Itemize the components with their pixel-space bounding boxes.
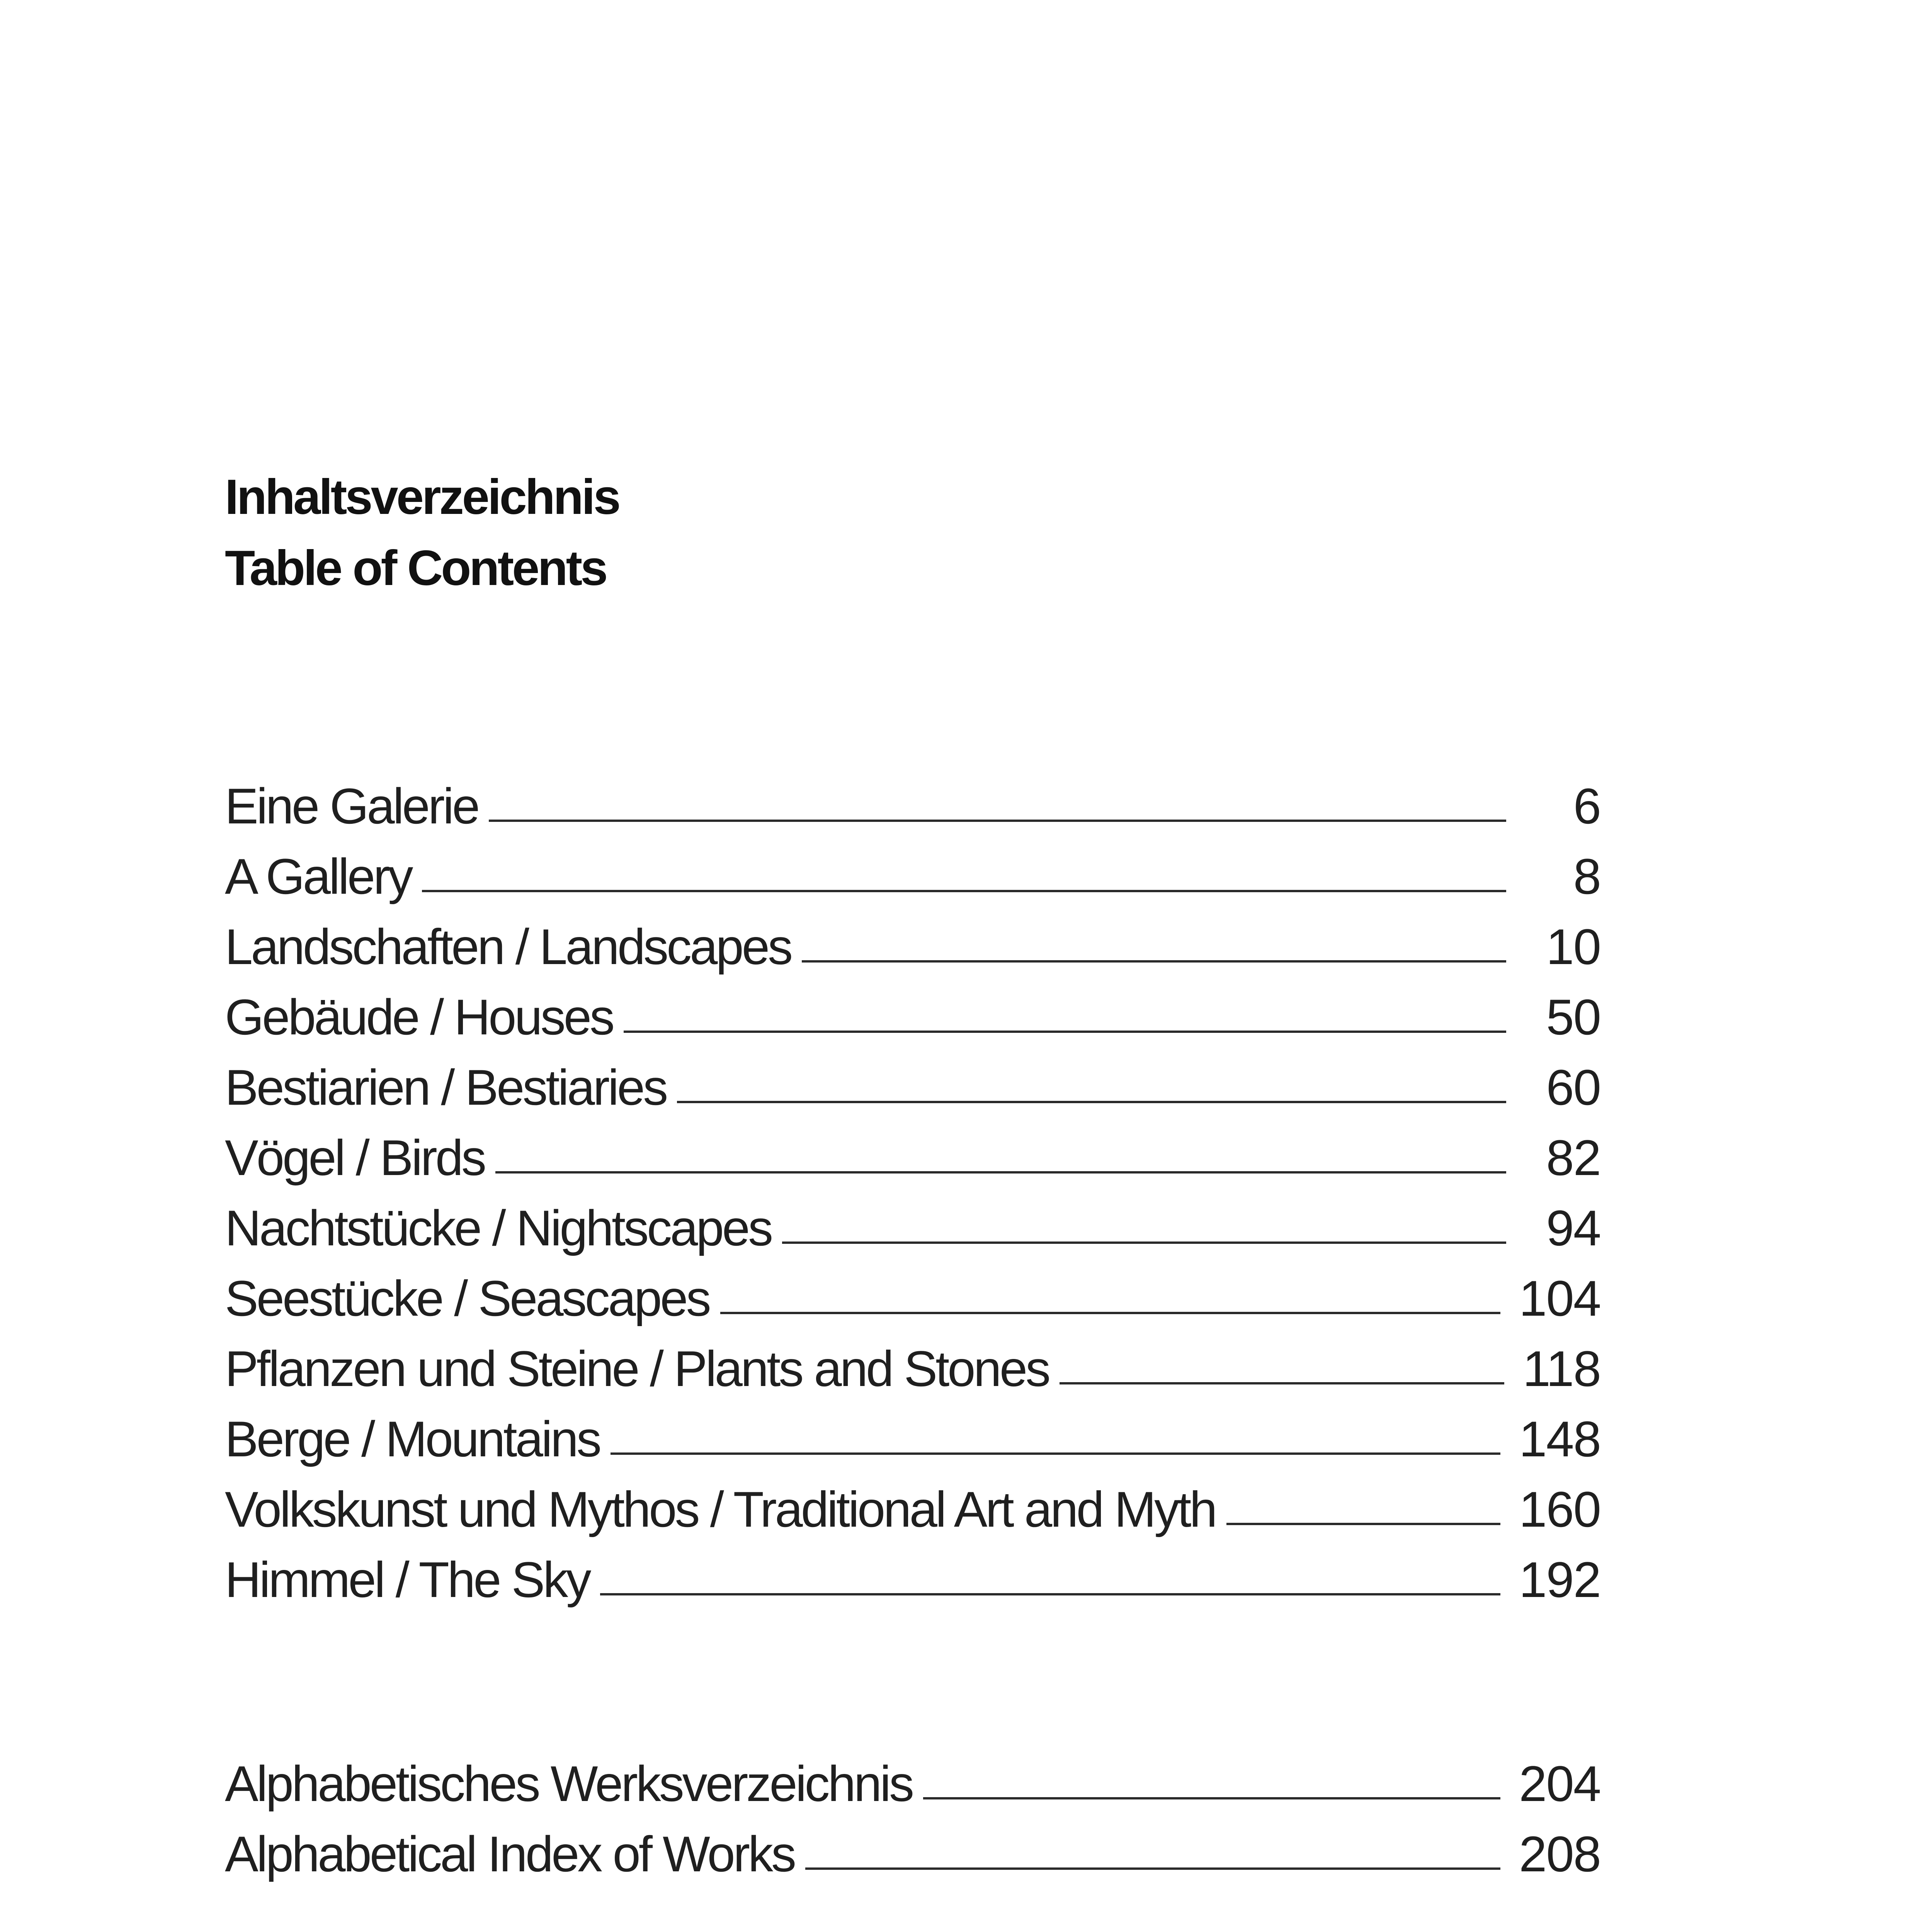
toc-leader-line bbox=[422, 890, 1506, 892]
toc-page-number: 160 bbox=[1519, 1481, 1600, 1537]
toc-entry[interactable] bbox=[225, 1819, 1600, 1889]
toc-leader-line bbox=[805, 1867, 1500, 1870]
toc-page-number: 60 bbox=[1546, 1059, 1600, 1116]
toc-leader-line bbox=[611, 1452, 1500, 1455]
toc-leader-line bbox=[802, 960, 1506, 963]
toc-entry[interactable] bbox=[225, 1333, 1600, 1404]
toc-entry-title: Nachtstücke / Nightscapes bbox=[225, 1200, 772, 1256]
toc-entry[interactable] bbox=[225, 1052, 1600, 1122]
toc-entry-title: A Gallery bbox=[225, 848, 412, 905]
toc-entry-title: Volkskunst und Mythos / Traditional Art and Myth bbox=[225, 1481, 1216, 1537]
toc-entry-title: Himmel / The Sky bbox=[225, 1551, 590, 1608]
toc-entry-title: Gebäude / Houses bbox=[225, 989, 613, 1045]
toc-leader-line bbox=[624, 1031, 1506, 1033]
toc-page-number: 82 bbox=[1546, 1129, 1600, 1186]
toc-entry-title: Alphabetical Index of Works bbox=[225, 1826, 795, 1882]
toc-leader-line bbox=[495, 1171, 1506, 1173]
toc-entry[interactable] bbox=[225, 771, 1600, 841]
toc-entry[interactable] bbox=[225, 1263, 1600, 1333]
toc-entry[interactable] bbox=[225, 982, 1600, 1052]
toc-page-number: 118 bbox=[1522, 1340, 1600, 1397]
toc-entry[interactable] bbox=[225, 1404, 1600, 1474]
toc-entry-title: Eine Galerie bbox=[225, 778, 478, 834]
heading-german: Inhaltsverzeichnis bbox=[225, 469, 619, 525]
toc-entry[interactable] bbox=[225, 1122, 1600, 1193]
toc-index-list bbox=[225, 1748, 1600, 1889]
toc-heading bbox=[225, 462, 619, 604]
toc-entry-title: Alphabetisches Werksverzeichnis bbox=[225, 1755, 913, 1812]
toc-page-number: 10 bbox=[1546, 918, 1600, 975]
toc-entry-title: Seestücke / Seascapes bbox=[225, 1270, 709, 1327]
toc-leader-line bbox=[720, 1312, 1501, 1314]
toc-chapter-list bbox=[225, 771, 1600, 1615]
toc-leader-line bbox=[677, 1101, 1506, 1103]
toc-entry-title: Pflanzen und Steine / Plants and Stones bbox=[225, 1340, 1049, 1397]
heading-english: Table of Contents bbox=[225, 541, 606, 596]
toc-leader-line bbox=[489, 820, 1506, 822]
toc-entry[interactable] bbox=[225, 912, 1600, 982]
toc-page-number: 6 bbox=[1573, 778, 1600, 834]
toc-entry-title: Berge / Mountains bbox=[225, 1411, 600, 1467]
toc-leader-line bbox=[1226, 1523, 1500, 1525]
toc-page-number: 192 bbox=[1519, 1551, 1600, 1608]
toc-entry-title: Landschaften / Landscapes bbox=[225, 918, 791, 975]
toc-entry[interactable] bbox=[225, 1544, 1600, 1615]
toc-leader-line bbox=[600, 1593, 1500, 1595]
toc-page-number: 148 bbox=[1519, 1411, 1600, 1467]
toc-leader-line bbox=[923, 1797, 1500, 1799]
toc-page-number: 204 bbox=[1519, 1755, 1600, 1812]
toc-page-number: 50 bbox=[1546, 989, 1600, 1045]
toc-entry[interactable] bbox=[225, 1748, 1600, 1819]
toc-entry-title: Vögel / Birds bbox=[225, 1129, 485, 1186]
toc-leader-line bbox=[1060, 1382, 1504, 1384]
toc-page-number: 8 bbox=[1573, 848, 1600, 905]
toc-leader-line bbox=[782, 1242, 1506, 1244]
toc-page-number: 208 bbox=[1519, 1826, 1600, 1882]
toc-page-number: 94 bbox=[1546, 1200, 1600, 1256]
toc-entry[interactable] bbox=[225, 1474, 1600, 1544]
toc-entry-title: Bestiarien / Bestiaries bbox=[225, 1059, 667, 1116]
toc-entry[interactable] bbox=[225, 841, 1600, 912]
toc-entry[interactable] bbox=[225, 1193, 1600, 1263]
toc-page-number: 104 bbox=[1519, 1270, 1600, 1327]
